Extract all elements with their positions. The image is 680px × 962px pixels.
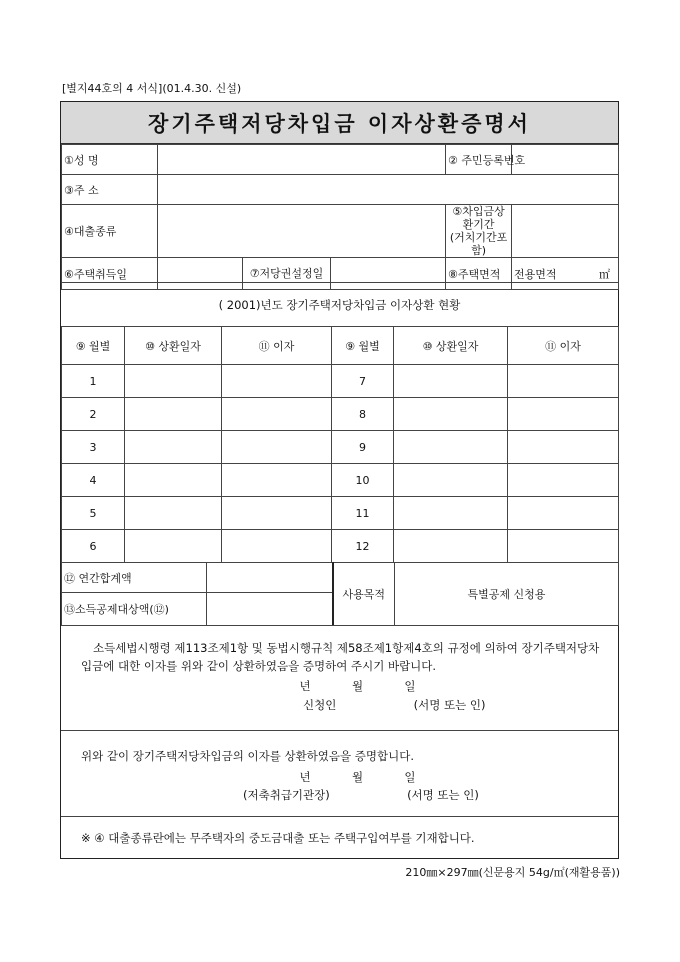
annual-total-input[interactable] xyxy=(207,563,333,593)
annual-total-label: ⑫ 연간합계액 xyxy=(62,563,207,593)
month-cell: 2 xyxy=(62,398,125,431)
month-cell: 12 xyxy=(332,530,394,563)
name-input[interactable] xyxy=(158,145,446,175)
cert-sign: (서명 또는 인) xyxy=(407,788,479,802)
loan-type-label: ④대출종류 xyxy=(62,205,158,258)
table-row xyxy=(62,497,619,530)
deduction-label: ⑬소득공제대상액(⑫) xyxy=(62,593,207,626)
interest-input[interactable] xyxy=(508,398,619,431)
interest-input[interactable] xyxy=(222,431,332,464)
date-input[interactable] xyxy=(394,530,508,563)
cert-block xyxy=(61,730,618,816)
request-text: 소득세법시행령 제113조제1항 및 동법시행규칙 제58조제1항제4호의 규정에 의하여 장기주택저당차입금에 대한 이자를 위와 같이 상환하였음을 증명하여 주시기 바랍니다. xyxy=(81,641,600,673)
month-cell: 11 xyxy=(332,497,394,530)
repay-period-text: ⑤차입금상환기간 (거치기간포함) xyxy=(449,205,508,257)
date-input[interactable] xyxy=(125,464,222,497)
cert-day: 일 xyxy=(404,770,416,784)
repay-period-input[interactable] xyxy=(512,205,619,258)
house-area-label: ⑧주택면적 xyxy=(446,258,512,290)
header-date-left: ⑩ 상환일자 xyxy=(125,327,222,365)
header-month-left: ⑨ 월별 xyxy=(62,327,125,365)
cert-text: 위와 같이 장기주택저당차입금의 이자를 상환하였음을 증명합니다. xyxy=(81,749,414,763)
status-title: ( 2001)년도 장기주택저당차입금 이자상환 현황 xyxy=(218,297,461,312)
address-label: ③주 소 xyxy=(62,175,158,205)
request-month: 월 xyxy=(351,679,364,693)
name-label: ①성 명 xyxy=(62,145,158,175)
date-input[interactable] xyxy=(394,431,508,464)
loan-type-input[interactable] xyxy=(158,205,446,258)
monthly-interest-table xyxy=(61,326,619,563)
month-cell: 3 xyxy=(62,431,125,464)
table-row xyxy=(62,464,619,497)
paper-spec: 210㎜×297㎜(신문용지 54g/㎡(재활용품)) xyxy=(405,866,620,879)
personal-info-table xyxy=(61,144,619,290)
month-cell: 7 xyxy=(332,365,394,398)
date-input[interactable] xyxy=(125,431,222,464)
totals-table xyxy=(61,562,619,626)
form-number-header: [별지44호의 4 서식](01.4.30. 신설) xyxy=(62,82,242,95)
date-input[interactable] xyxy=(394,497,508,530)
interest-input[interactable] xyxy=(508,464,619,497)
note-text: ※ ④ 대출종류란에는 무주택자의 중도금대출 또는 주택구입여부를 기재합니다. xyxy=(81,830,475,845)
form-title: 장기주택저당차입금 이자상환증명서 xyxy=(61,102,618,144)
status-title-row xyxy=(61,282,618,326)
month-cell: 5 xyxy=(62,497,125,530)
date-input[interactable] xyxy=(125,530,222,563)
month-cell: 9 xyxy=(332,431,394,464)
area-unit: ㎡ xyxy=(599,267,611,281)
header-interest-left: ⑪ 이자 xyxy=(222,327,332,365)
interest-input[interactable] xyxy=(508,530,619,563)
table-row xyxy=(62,398,619,431)
month-cell: 8 xyxy=(332,398,394,431)
mortgage-date-label: ⑦저당권설정일 xyxy=(243,258,331,290)
rrn-input[interactable] xyxy=(512,145,619,175)
note-row xyxy=(61,816,618,858)
interest-input[interactable] xyxy=(508,497,619,530)
request-year: 년 xyxy=(299,679,311,693)
table-row xyxy=(62,431,619,464)
date-input[interactable] xyxy=(125,497,222,530)
month-cell: 1 xyxy=(62,365,125,398)
date-input[interactable] xyxy=(394,365,508,398)
purpose-label: 사용목적 xyxy=(333,563,395,626)
interest-input[interactable] xyxy=(222,497,332,530)
table-row xyxy=(62,365,619,398)
repay-period-label xyxy=(446,205,512,258)
exclusive-area-label: 전용면적 xyxy=(514,267,557,281)
interest-input[interactable] xyxy=(508,431,619,464)
rrn-label: ② 주민등록번호 xyxy=(446,145,512,175)
certificate-form xyxy=(60,101,619,859)
interest-input[interactable] xyxy=(222,365,332,398)
acquire-date-label: ⑥주택취득일 xyxy=(62,258,158,290)
request-day: 일 xyxy=(404,679,416,693)
cert-month: 월 xyxy=(351,770,364,784)
interest-input[interactable] xyxy=(222,464,332,497)
issuer-label: (저축취급기관장) xyxy=(243,788,330,802)
header-date-right: ⑩ 상환일자 xyxy=(394,327,508,365)
table-row xyxy=(62,530,619,563)
deduction-input[interactable] xyxy=(207,593,333,626)
header-interest-right: ⑪ 이자 xyxy=(508,327,619,365)
header-month-right: ⑨ 월별 xyxy=(332,327,394,365)
date-input[interactable] xyxy=(394,398,508,431)
applicant-label: 신청인 xyxy=(303,698,337,712)
date-input[interactable] xyxy=(125,398,222,431)
request-block xyxy=(61,625,618,730)
month-cell: 10 xyxy=(332,464,394,497)
request-sign: (서명 또는 인) xyxy=(413,698,486,712)
purpose-value: 특별공제 신청용 xyxy=(395,563,619,626)
interest-input[interactable] xyxy=(222,398,332,431)
address-input[interactable] xyxy=(158,175,619,205)
month-cell: 4 xyxy=(62,464,125,497)
interest-input[interactable] xyxy=(222,530,332,563)
date-input[interactable] xyxy=(125,365,222,398)
month-cell: 6 xyxy=(62,530,125,563)
date-input[interactable] xyxy=(394,464,508,497)
interest-input[interactable] xyxy=(508,365,619,398)
cert-year: 년 xyxy=(299,770,311,784)
